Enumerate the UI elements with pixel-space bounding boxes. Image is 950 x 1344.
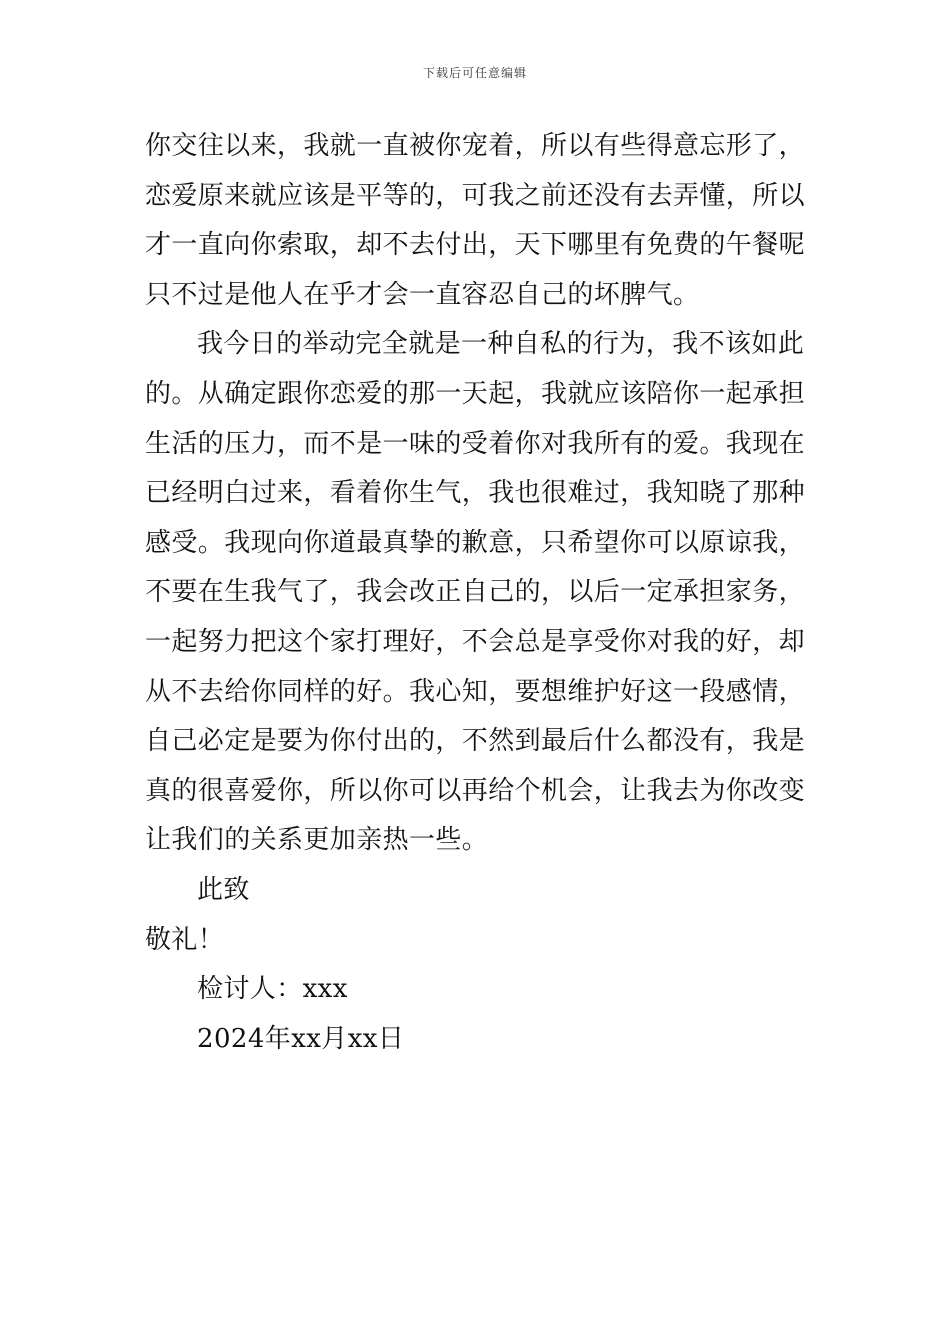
body-line-2: 恋爱原来就应该是平等的，可我之前还没有去弄懂，所以 bbox=[145, 180, 806, 211]
page-header-note: 下载后可任意编辑 bbox=[422, 66, 527, 80]
body-line-7: 生活的压力，而不是一味的受着你对我所有的爱。我现在 bbox=[145, 428, 806, 459]
body-line-15: 让我们的关系更加亲热一些。 bbox=[145, 825, 489, 856]
body-line-13: 自己必定是要为你付出的，不然到最后什么都没有，我是 bbox=[145, 726, 806, 757]
signature-author: 检讨人：xxx bbox=[197, 974, 348, 1005]
body-line-8: 已经明白过来，看着你生气，我也很难过，我知晓了那种 bbox=[145, 478, 806, 509]
document-body bbox=[145, 122, 810, 1064]
body-line-5: 我今日的举动完全就是一种自私的行为，我不该如此 bbox=[197, 329, 805, 360]
body-line-14: 真的很喜爱你，所以你可以再给个机会，让我去为你改变 bbox=[145, 775, 806, 806]
signature-date: 2024年xx月xx日 bbox=[197, 1023, 405, 1054]
body-line-4: 只不过是他人在乎才会一直容忍自己的坏脾气。 bbox=[145, 279, 700, 310]
body-line-9: 感受。我现向你道最真挚的歉意，只希望你可以原谅我， bbox=[145, 527, 806, 558]
body-line-10: 不要在生我气了，我会改正自己的，以后一定承担家务， bbox=[145, 577, 806, 608]
body-line-11: 一起努力把这个家打理好，不会总是享受你对我的好，却 bbox=[145, 626, 806, 657]
body-line-6: 的。从确定跟你恋爱的那一天起，我就应该陪你一起承担 bbox=[145, 378, 806, 409]
body-line-3: 才一直向你索取，却不去付出，天下哪里有免费的午餐呢 bbox=[145, 230, 806, 261]
body-line-12: 从不去给你同样的好。我心知，要想维护好这一段感情， bbox=[145, 676, 806, 707]
body-line-1: 你交往以来，我就一直被你宠着，所以有些得意忘形了， bbox=[145, 131, 806, 161]
closing-greeting: 此致 bbox=[197, 874, 250, 905]
closing-salute: 敬礼！ bbox=[145, 924, 225, 955]
